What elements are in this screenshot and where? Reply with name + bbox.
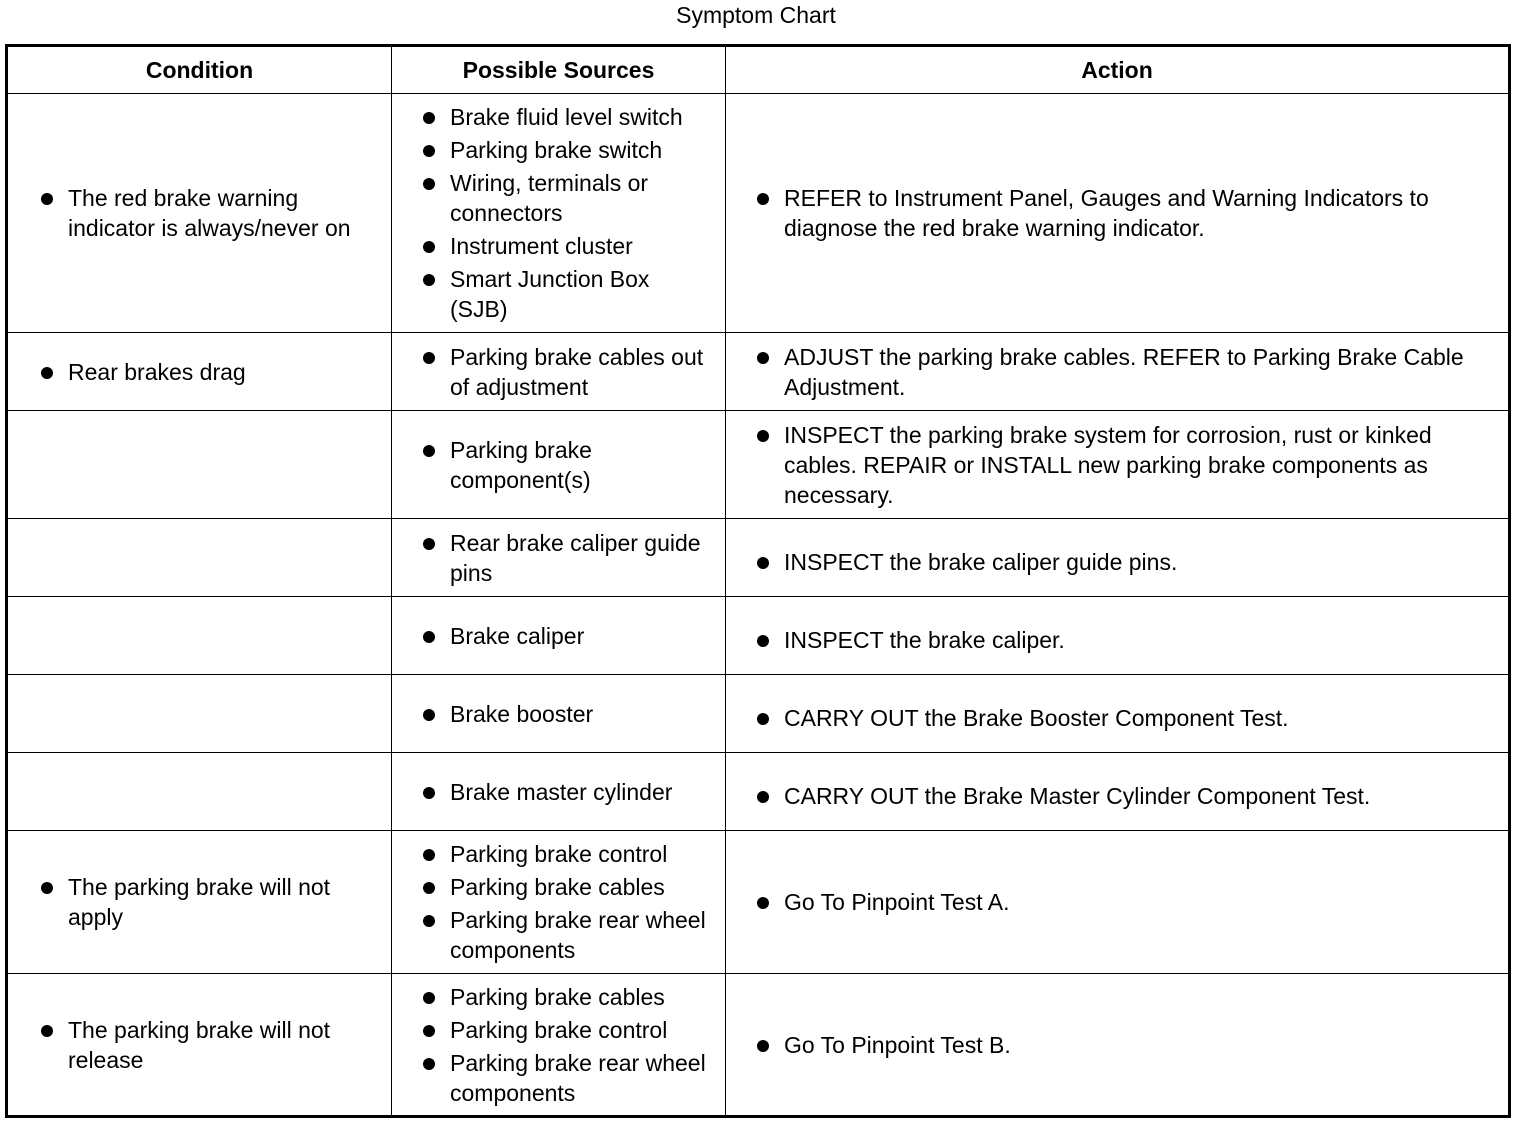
source-item: Parking brake control	[450, 839, 713, 869]
action-cell	[726, 831, 1510, 974]
sources-cell	[392, 94, 726, 333]
table-row	[7, 974, 1510, 1117]
action-item: Go To Pinpoint Test A.	[784, 887, 1494, 917]
action-cell	[726, 597, 1510, 675]
action-cell	[726, 333, 1510, 411]
action-item: INSPECT the brake caliper guide pins.	[784, 547, 1494, 577]
source-item: Parking brake cables out of adjustment	[450, 342, 713, 402]
action-cell	[726, 411, 1510, 519]
source-item: Parking brake cables	[450, 982, 713, 1012]
header-possible-sources: Possible Sources	[392, 46, 726, 94]
action-cell	[726, 675, 1510, 753]
chart-title: Symptom Chart	[676, 2, 836, 28]
source-item: Parking brake component(s)	[450, 435, 713, 495]
condition-cell	[7, 974, 392, 1117]
condition-cell-empty	[7, 411, 392, 519]
condition-cell	[7, 831, 392, 974]
table-row	[7, 597, 1510, 675]
condition-item: The parking brake will not release	[68, 1015, 377, 1075]
header-action: Action	[726, 46, 1510, 94]
source-item: Parking brake rear wheel components	[450, 905, 713, 965]
table-row	[7, 519, 1510, 597]
action-item: CARRY OUT the Brake Master Cylinder Component Test.	[784, 781, 1494, 811]
table-row	[7, 333, 1510, 411]
source-item: Brake booster	[450, 699, 713, 729]
action-cell	[726, 753, 1510, 831]
header-condition: Condition	[7, 46, 392, 94]
condition-item: Rear brakes drag	[68, 357, 377, 387]
header-row	[7, 46, 1510, 94]
source-item: Instrument cluster	[450, 231, 713, 261]
action-item: REFER to Instrument Panel, Gauges and Warning Indicators to diagnose the red brake warning indicator.	[784, 183, 1494, 243]
condition-cell	[7, 333, 392, 411]
action-cell	[726, 519, 1510, 597]
condition-item: The parking brake will not apply	[68, 872, 377, 932]
source-item: Parking brake control	[450, 1015, 713, 1045]
source-item: Brake master cylinder	[450, 777, 713, 807]
action-item: INSPECT the parking brake system for corrosion, rust or kinked cables. REPAIR or INSTALL new parking brake components as necessary.	[784, 420, 1494, 510]
source-item: Brake fluid level switch	[450, 102, 713, 132]
source-item: Smart Junction Box (SJB)	[450, 264, 713, 324]
source-item: Parking brake rear wheel components	[450, 1048, 713, 1108]
table-row	[7, 411, 1510, 519]
action-item: CARRY OUT the Brake Booster Component Test.	[784, 703, 1494, 733]
condition-cell-empty	[7, 753, 392, 831]
source-item: Rear brake caliper guide pins	[450, 528, 713, 588]
action-cell	[726, 974, 1510, 1117]
table-row	[7, 831, 1510, 974]
condition-cell-empty	[7, 675, 392, 753]
action-item: Go To Pinpoint Test B.	[784, 1030, 1494, 1060]
source-item: Wiring, terminals or connectors	[450, 168, 713, 228]
table-row	[7, 94, 1510, 333]
condition-cell-empty	[7, 519, 392, 597]
action-cell	[726, 94, 1510, 333]
condition-cell	[7, 94, 392, 333]
symptom-chart-table	[5, 44, 1511, 1118]
sources-cell	[392, 597, 726, 675]
sources-cell	[392, 753, 726, 831]
table-row	[7, 753, 1510, 831]
source-item: Parking brake switch	[450, 135, 713, 165]
sources-cell	[392, 519, 726, 597]
sources-cell	[392, 675, 726, 753]
action-item: INSPECT the brake caliper.	[784, 625, 1494, 655]
condition-item: The red brake warning indicator is always/never on	[68, 183, 377, 243]
source-item: Brake caliper	[450, 621, 713, 651]
condition-cell-empty	[7, 597, 392, 675]
sources-cell	[392, 831, 726, 974]
sources-cell	[392, 333, 726, 411]
table-row	[7, 675, 1510, 753]
sources-cell	[392, 974, 726, 1117]
sources-cell	[392, 411, 726, 519]
action-item: ADJUST the parking brake cables. REFER to Parking Brake Cable Adjustment.	[784, 342, 1494, 402]
source-item: Parking brake cables	[450, 872, 713, 902]
